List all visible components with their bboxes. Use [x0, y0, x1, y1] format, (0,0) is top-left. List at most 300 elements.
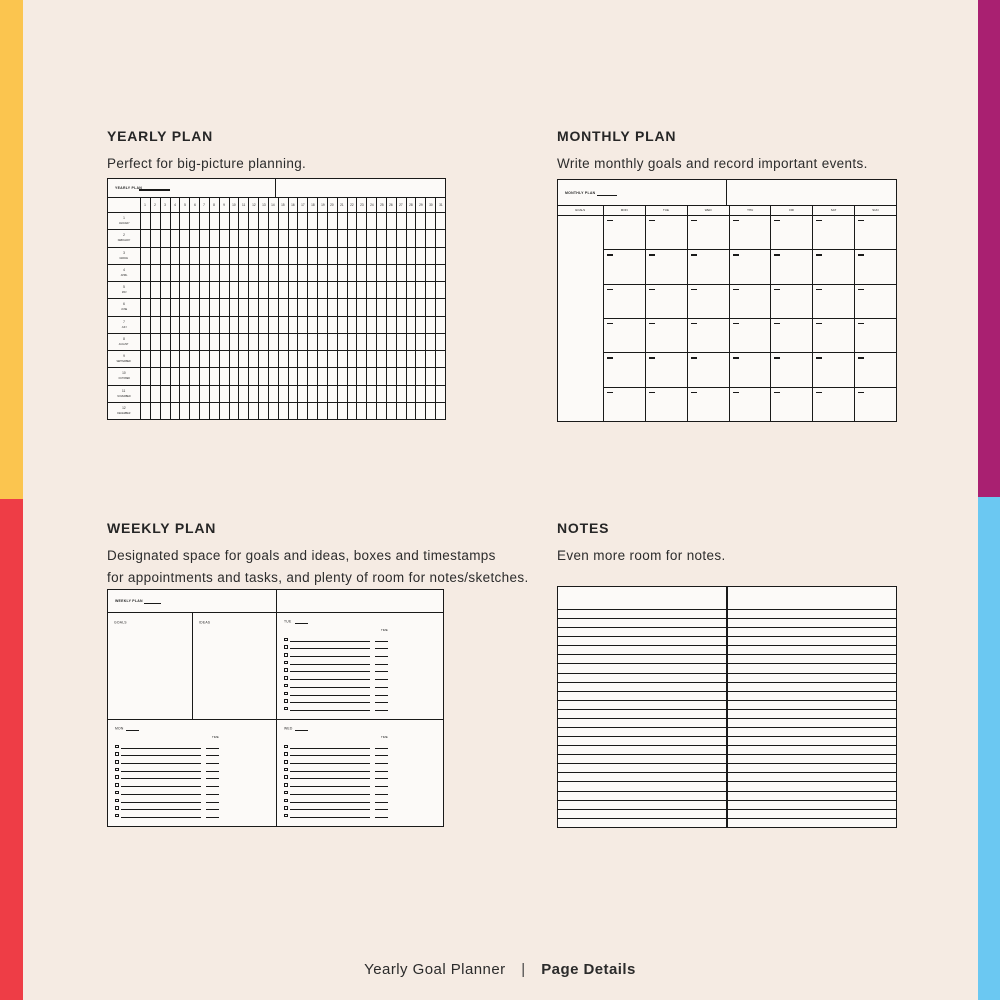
monthly-day-cell [604, 353, 645, 386]
yearly-day-cell [141, 368, 150, 384]
task-checkbox [115, 806, 119, 810]
yearly-day-cell [239, 351, 248, 367]
task-line [121, 778, 201, 779]
task-row [284, 635, 388, 643]
task-time-line [375, 671, 388, 672]
date-line [816, 254, 822, 255]
yearly-day-cell [426, 334, 435, 350]
monthly-column-header [646, 206, 687, 215]
day-number: 8 [213, 203, 216, 207]
yearly-plan-description: Perfect for big-picture planning. [107, 156, 307, 171]
yearly-day-cell [377, 386, 386, 402]
task-checkbox [115, 783, 119, 787]
yearly-day-number-cell [289, 198, 298, 212]
monthly-column-header [730, 206, 771, 215]
yearly-day-cell [328, 248, 337, 264]
yearly-grid [108, 198, 445, 419]
yearly-day-cell [190, 213, 199, 229]
yearly-day-cell [318, 317, 327, 333]
task-row [115, 765, 219, 773]
yearly-day-cell [436, 282, 445, 298]
yearly-day-cell [367, 386, 376, 402]
task-row [115, 811, 219, 819]
date-line [816, 357, 822, 358]
date-line [607, 323, 613, 324]
yearly-day-cell [230, 265, 239, 281]
yearly-month-label-cell [108, 368, 140, 384]
yearly-day-cell [338, 334, 347, 350]
yearly-day-cell [387, 299, 396, 315]
task-time-line [375, 664, 388, 665]
yearly-day-cell [141, 248, 150, 264]
yearly-day-cell [289, 317, 298, 333]
yearly-day-cell [200, 351, 209, 367]
yearly-day-cell [338, 299, 347, 315]
task-checkbox [284, 668, 288, 672]
yearly-day-cell [407, 230, 416, 246]
yearly-month-label-cell [108, 213, 140, 229]
yearly-day-cell [210, 351, 219, 367]
column-header-label: FRI [789, 209, 795, 212]
task-row [284, 681, 388, 689]
monthly-body-grid [558, 216, 896, 421]
yearly-day-cell [279, 248, 288, 264]
yearly-day-number-cell [367, 198, 376, 212]
task-row [284, 796, 388, 804]
column-header-label: MON [620, 209, 628, 212]
yearly-day-cell [220, 282, 229, 298]
yearly-day-number-cell [377, 198, 386, 212]
yearly-day-cell [397, 368, 406, 384]
yearly-day-cell [318, 334, 327, 350]
month-number: 12 [122, 406, 126, 410]
yearly-day-cell [298, 265, 307, 281]
task-time-line [206, 786, 219, 787]
day-number: 11 [242, 203, 246, 207]
yearly-day-cell [259, 386, 268, 402]
notes-description: Even more room for notes. [557, 548, 726, 563]
yearly-day-cell [387, 213, 396, 229]
task-time-line [206, 809, 219, 810]
monthly-day-cell [771, 285, 812, 318]
yearly-day-cell [269, 368, 278, 384]
yearly-day-cell [239, 317, 248, 333]
task-line [290, 809, 370, 810]
day-number: 26 [389, 203, 394, 207]
monthly-day-cell [646, 319, 687, 352]
header-divider [275, 179, 276, 197]
yearly-day-cell [171, 230, 180, 246]
date-line [858, 392, 864, 393]
task-row [284, 773, 388, 781]
monthly-day-cell [646, 388, 687, 421]
column-header-label: WED [704, 209, 712, 212]
yearly-day-cell [190, 248, 199, 264]
month-name: MARCH [119, 256, 129, 260]
yearly-day-cell [436, 403, 445, 419]
yearly-day-cell [171, 265, 180, 281]
task-row [284, 650, 388, 658]
yearly-day-cell [338, 230, 347, 246]
yearly-day-cell [348, 334, 357, 350]
yearly-day-cell [377, 351, 386, 367]
task-checkbox [115, 768, 119, 772]
footer-separator: | [521, 961, 526, 978]
day-label: WED [284, 727, 293, 731]
monthly-day-cell [604, 250, 645, 283]
day-label: TUE [284, 620, 292, 624]
monthly-day-cell [688, 388, 729, 421]
yearly-day-cell [249, 403, 258, 419]
task-checkbox [284, 692, 288, 696]
yearly-day-cell [387, 386, 396, 402]
yearly-day-cell [161, 299, 170, 315]
yearly-day-cell [426, 403, 435, 419]
yearly-day-cell [171, 317, 180, 333]
yearly-day-cell [171, 386, 180, 402]
yearly-day-cell [416, 213, 425, 229]
yearly-day-cell [426, 282, 435, 298]
date-line [816, 289, 822, 290]
yearly-day-cell [298, 282, 307, 298]
footer [0, 961, 1000, 978]
yearly-day-cell [269, 265, 278, 281]
yearly-day-cell [210, 334, 219, 350]
day-number: 12 [251, 203, 256, 207]
yearly-day-cell [426, 368, 435, 384]
yearly-day-cell [308, 386, 317, 402]
monthly-day-cell [813, 388, 854, 421]
task-line [290, 778, 370, 779]
yearly-plan-table [107, 178, 446, 420]
yearly-day-cell [230, 282, 239, 298]
yearly-day-cell [239, 386, 248, 402]
yearly-day-cell [318, 299, 327, 315]
weekly-bottom-band [108, 720, 443, 826]
yearly-day-cell [141, 265, 150, 281]
task-checkbox [284, 661, 288, 665]
yearly-day-cell [220, 334, 229, 350]
task-line [121, 794, 201, 795]
yearly-day-cell [190, 230, 199, 246]
day-number: 17 [301, 203, 305, 207]
date-line [816, 392, 822, 393]
yearly-plan-heading: YEARLY PLAN [107, 128, 214, 144]
yearly-day-cell [161, 403, 170, 419]
column-header-label: SAT [830, 209, 837, 212]
yearly-day-cell [161, 213, 170, 229]
month-name: JUNE [120, 308, 128, 312]
yearly-day-cell [180, 265, 189, 281]
yearly-day-cell [308, 230, 317, 246]
yearly-day-cell [230, 334, 239, 350]
month-name: APRIL [120, 274, 128, 277]
yearly-day-cell [279, 230, 288, 246]
monthly-day-cell [813, 319, 854, 352]
monthly-day-cell [855, 353, 896, 386]
day-number: 10 [232, 203, 236, 207]
yearly-day-cell [367, 282, 376, 298]
month-number: 2 [123, 234, 125, 238]
yearly-day-cell [249, 265, 258, 281]
yearly-day-cell [230, 368, 239, 384]
yearly-day-cell [397, 213, 406, 229]
day-number: 24 [369, 203, 374, 207]
yearly-month-label-cell [108, 299, 140, 315]
yearly-day-cell [436, 386, 445, 402]
task-row [284, 697, 388, 705]
date-line [607, 357, 613, 358]
date-line [649, 357, 655, 358]
yearly-day-cell [259, 282, 268, 298]
day-number: 6 [193, 203, 196, 207]
yearly-table-title: YEARLY PLAN [115, 186, 143, 190]
yearly-day-cell [436, 368, 445, 384]
yearly-day-cell [436, 299, 445, 315]
day-number: 30 [428, 203, 433, 207]
yearly-day-cell [407, 351, 416, 367]
day-number: 4 [174, 203, 176, 207]
yearly-day-cell [190, 368, 199, 384]
task-checkbox [115, 814, 119, 818]
yearly-day-cell [141, 213, 150, 229]
yearly-day-number-cell [318, 198, 327, 212]
yearly-day-cell [367, 213, 376, 229]
yearly-day-cell [190, 334, 199, 350]
date-line [774, 323, 780, 324]
yearly-day-cell [308, 334, 317, 350]
date-line [649, 392, 655, 393]
yearly-day-cell [230, 230, 239, 246]
monthly-day-cell [855, 250, 896, 283]
yearly-day-cell [151, 248, 160, 264]
weekly-day-panel-wed [277, 720, 443, 826]
yearly-day-cell [230, 317, 239, 333]
yearly-day-cell [367, 334, 376, 350]
yearly-day-cell [249, 368, 258, 384]
yearly-day-cell [239, 368, 248, 384]
task-row [284, 742, 388, 750]
task-time-line [375, 648, 388, 649]
yearly-day-cell [348, 282, 357, 298]
day-number: 15 [281, 203, 285, 207]
time-label: TIME [381, 629, 388, 632]
yearly-day-cell [249, 299, 258, 315]
monthly-day-cell [646, 285, 687, 318]
yearly-day-cell [190, 351, 199, 367]
day-number: 9 [223, 203, 226, 207]
yearly-day-cell [289, 403, 298, 419]
yearly-day-cell [357, 317, 366, 333]
day-number: 31 [438, 203, 443, 207]
yearly-day-cell [387, 248, 396, 264]
monthly-colheader-row [558, 206, 896, 215]
task-checkbox [284, 645, 288, 649]
yearly-day-cell [426, 299, 435, 315]
yearly-day-cell [348, 317, 357, 333]
yearly-day-cell [230, 351, 239, 367]
yearly-day-cell [298, 248, 307, 264]
date-line [649, 323, 655, 324]
yearly-day-number-cell [308, 198, 317, 212]
yearly-day-cell [230, 386, 239, 402]
yearly-day-cell [308, 248, 317, 264]
yearly-day-cell [416, 368, 425, 384]
yearly-day-cell [397, 248, 406, 264]
yearly-day-cell [367, 265, 376, 281]
yearly-day-cell [180, 230, 189, 246]
yearly-day-cell [416, 299, 425, 315]
yearly-day-cell [318, 265, 327, 281]
monthly-day-cell [646, 353, 687, 386]
yearly-month-label-cell [108, 230, 140, 246]
yearly-day-cell [151, 282, 160, 298]
yearly-day-cell [308, 368, 317, 384]
monthly-column-header [813, 206, 854, 215]
task-checkbox [115, 799, 119, 803]
yearly-day-cell [210, 282, 219, 298]
task-rows [284, 635, 388, 712]
yearly-day-cell [141, 386, 150, 402]
monthly-day-cell [771, 216, 812, 249]
yearly-day-cell [151, 265, 160, 281]
date-line [733, 254, 739, 255]
yearly-day-cell [161, 265, 170, 281]
date-line [733, 323, 739, 324]
yearly-day-cell [279, 403, 288, 419]
yearly-day-cell [318, 403, 327, 419]
monthly-day-cell [604, 285, 645, 318]
monthly-table-header [558, 180, 896, 205]
yearly-day-cell [416, 230, 425, 246]
yearly-day-cell [308, 403, 317, 419]
monthly-day-cell [688, 285, 729, 318]
yearly-day-cell [180, 248, 189, 264]
yearly-day-cell [357, 351, 366, 367]
yearly-day-cell [298, 317, 307, 333]
yearly-day-cell [328, 317, 337, 333]
yearly-day-cell [436, 248, 445, 264]
task-row [284, 780, 388, 788]
yearly-month-label-cell [108, 265, 140, 281]
yearly-day-cell [161, 368, 170, 384]
yearly-day-number-cell [397, 198, 406, 212]
yearly-day-cell [259, 213, 268, 229]
date-line [691, 323, 697, 324]
yearly-day-cell [298, 334, 307, 350]
month-name: FEBRUARY [117, 239, 131, 243]
yearly-day-cell [200, 299, 209, 315]
monthly-column-header [558, 206, 603, 215]
yearly-day-cell [239, 230, 248, 246]
task-checkbox [284, 783, 288, 787]
task-checkbox [284, 638, 288, 642]
task-checkbox [284, 814, 288, 818]
yearly-day-cell [161, 334, 170, 350]
yearly-day-cell [387, 265, 396, 281]
yearly-day-number-cell [210, 198, 219, 212]
date-line [691, 220, 697, 221]
task-rows [115, 742, 219, 819]
task-row [115, 796, 219, 804]
yearly-day-number-cell [190, 198, 199, 212]
task-row [284, 666, 388, 674]
yearly-day-cell [289, 351, 298, 367]
yearly-day-cell [200, 213, 209, 229]
yearly-day-cell [239, 334, 248, 350]
day-number: 23 [360, 203, 364, 207]
yearly-day-cell [220, 403, 229, 419]
yearly-day-cell [318, 282, 327, 298]
weekly-plan-heading: WEEKLY PLAN [107, 520, 217, 536]
yearly-day-cell [436, 317, 445, 333]
weekly-day-panel-mon [108, 720, 276, 826]
yearly-day-cell [298, 386, 307, 402]
date-line [858, 289, 864, 290]
yearly-day-cell [220, 351, 229, 367]
yearly-day-cell [357, 334, 366, 350]
yearly-day-cell [348, 213, 357, 229]
date-line [691, 289, 697, 290]
yearly-day-cell [220, 386, 229, 402]
yearly-day-cell [298, 351, 307, 367]
yearly-day-cell [357, 213, 366, 229]
yearly-day-cell [407, 368, 416, 384]
yearly-day-cell [200, 368, 209, 384]
yearly-day-cell [397, 317, 406, 333]
day-number: 16 [291, 203, 295, 207]
yearly-month-label-cell [108, 386, 140, 402]
yearly-day-cell [141, 282, 150, 298]
task-checkbox [115, 775, 119, 779]
yearly-day-cell [338, 248, 347, 264]
yearly-day-cell [348, 299, 357, 315]
task-time-line [375, 702, 388, 703]
yearly-day-cell [318, 213, 327, 229]
yearly-day-cell [357, 265, 366, 281]
task-time-line [206, 763, 219, 764]
task-row [115, 750, 219, 758]
yearly-day-cell [151, 351, 160, 367]
task-line [290, 664, 370, 665]
monthly-day-cell [604, 319, 645, 352]
yearly-day-cell [436, 230, 445, 246]
yearly-day-cell [279, 213, 288, 229]
date-line [649, 289, 655, 290]
yearly-day-number-cell [200, 198, 209, 212]
date-line [733, 392, 739, 393]
weekly-table-header [108, 590, 443, 612]
monthly-day-cell [730, 319, 771, 352]
yearly-day-cell [180, 334, 189, 350]
task-row [115, 804, 219, 812]
yearly-day-cell [161, 317, 170, 333]
day-number: 2 [154, 203, 157, 207]
yearly-day-cell [220, 317, 229, 333]
yearly-day-cell [416, 265, 425, 281]
task-checkbox [284, 760, 288, 764]
yearly-day-cell [161, 386, 170, 402]
yearly-day-cell [200, 334, 209, 350]
yearly-day-cell [259, 351, 268, 367]
date-line [649, 220, 655, 221]
accent-bar-magenta [978, 0, 1000, 497]
monthly-column-header [688, 206, 729, 215]
yearly-day-cell [338, 282, 347, 298]
yearly-day-cell [230, 213, 239, 229]
yearly-day-cell [387, 282, 396, 298]
task-checkbox [115, 760, 119, 764]
